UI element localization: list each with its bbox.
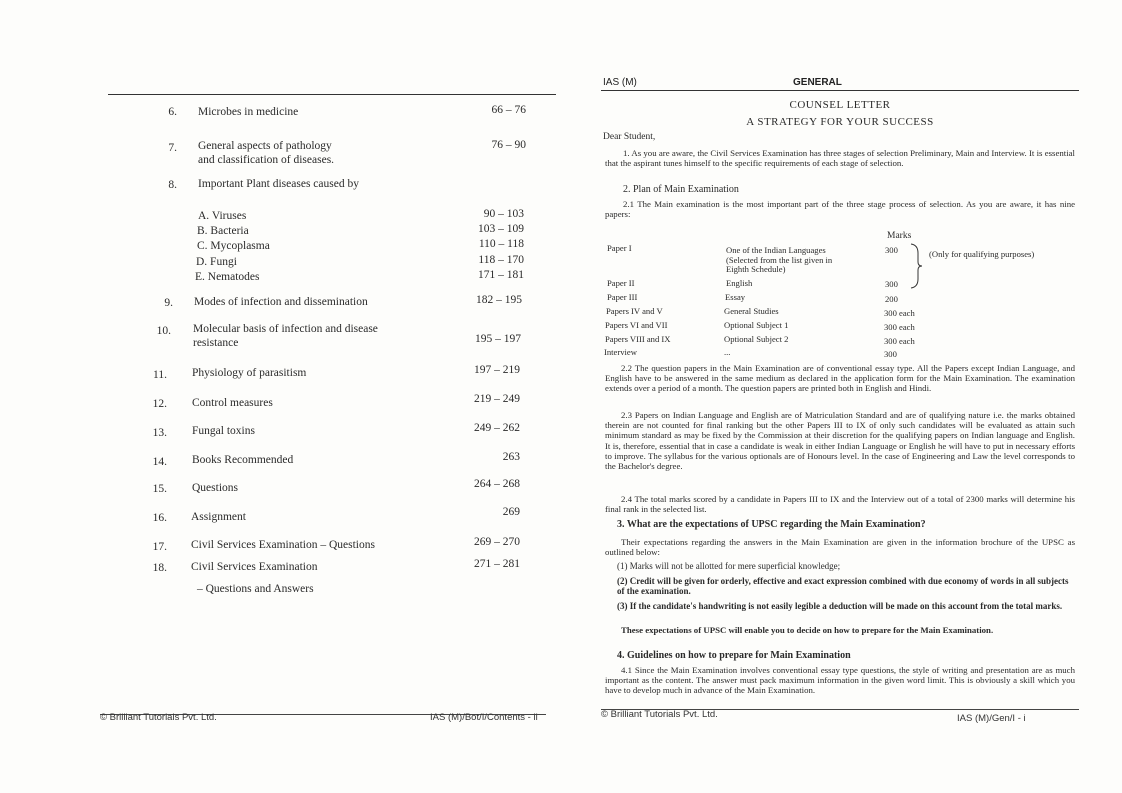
paper-marks: 300 <box>884 349 897 359</box>
toc-number: 18. <box>152 562 167 574</box>
toc-title: Physiology of parasitism <box>192 367 307 379</box>
paper-name: Papers IV and V <box>606 306 663 316</box>
letter-title: COUNSEL LETTER <box>789 99 891 111</box>
right-page <box>561 0 1122 793</box>
paper-subject: Essay <box>725 292 746 302</box>
paper-name: Papers VI and VII <box>605 320 668 330</box>
section-4-heading: 4. Guidelines on how to prepare for Main Examination <box>617 650 851 661</box>
toc-number: 6. <box>168 106 177 118</box>
toc-title: Civil Services Examination – Questions <box>191 539 375 551</box>
header-rule <box>601 90 1079 91</box>
paper-name: Paper III <box>607 292 638 302</box>
toc-number: 10. <box>156 325 171 337</box>
toc-title: Control measures <box>192 397 273 409</box>
toc-title: Modes of infection and dissemination <box>194 296 368 308</box>
paragraph-1: 1. As you are aware, the Civil Services Examination has three stages of selection Preliminary, Main and Interview. It is essential that the aspirant tunes himself to the specific requirements of each stage of selection. <box>605 148 1075 169</box>
toc-number: 16. <box>152 512 167 524</box>
toc-number: 7. <box>168 142 177 154</box>
toc-pages: 269 – 270 <box>474 536 520 548</box>
toc-pages: 263 <box>502 451 520 463</box>
toc-number: 13. <box>152 427 167 439</box>
paragraph-4-1: 4.1 Since the Main Examination involves conventional essay type questions, the style of writing and presentation are as much important as the content. The answer must pack maximum information in the given word limit. This is obviously a skill which you have to develop much in advance of the Main Examination. <box>605 665 1075 696</box>
toc-number: 17. <box>152 541 167 553</box>
paper-subject-cont: (Selected from the list given in <box>726 255 833 265</box>
toc-subitem: D. Fungi <box>196 256 237 268</box>
paper-subject: Optional Subject 2 <box>724 334 789 344</box>
toc-subitem-pages: 110 – 118 <box>478 238 524 250</box>
toc-title: Civil Services Examination <box>191 561 318 573</box>
letter-subtitle: A STRATEGY FOR YOUR SUCCESS <box>746 116 934 128</box>
toc-number: 11. <box>153 369 167 381</box>
toc-pages: 66 – 76 <box>491 104 526 116</box>
toc-number: 14. <box>152 456 167 468</box>
toc-subitem-pages: 103 – 109 <box>478 223 524 235</box>
paper-subject: Optional Subject 1 <box>724 320 789 330</box>
paragraph-3-closing: These expectations of UPSC will enable you to decide on how to prepare for the Main Examination. <box>621 625 994 635</box>
section-3-heading: 3. What are the expectations of UPSC regarding the Main Examination? <box>617 519 926 530</box>
toc-title: Important Plant diseases caused by <box>198 178 359 190</box>
paper-marks: 200 <box>885 294 898 304</box>
toc-title-cont: – Questions and Answers <box>197 583 314 595</box>
toc-title: Assignment <box>191 511 246 523</box>
toc-number: 9. <box>164 297 173 309</box>
footer-copyright: © Brilliant Tutorials Pvt. Ltd. <box>100 712 217 723</box>
paragraph-2-3: 2.3 Papers on Indian Language and English are of Matriculation Standard and are of qualifying nature i.e. the marks obtained therein are not counted for final ranking but the other Papers III to IX of only such candidates will be evaluated as attain such minimum standard as may be fixed by the Commission at their discretion for the qualifying papers on Indian language and English. It is, therefore, essential that in case a candidate is weak in either Indian Language or English he will have to put in necessary efforts to improve. The syllabus for the various optionals are of Honours level. In the case of Engineering and Law the level corresponds to the Bachelor's degree. <box>605 410 1075 472</box>
toc-pages: 219 – 249 <box>474 393 520 405</box>
toc-subitem: B. Bacteria <box>197 225 249 237</box>
expectations-item: (2) Credit will be given for orderly, effective and exact expression combined with due economy of words in all subjects of the examination. <box>617 576 1069 597</box>
footer-page-code: IAS (M)/Bot/I/Contents - ii <box>430 712 538 723</box>
toc-number: 8. <box>168 179 177 191</box>
toc-title: Microbes in medicine <box>198 106 299 118</box>
toc-number: 15. <box>152 483 167 495</box>
toc-subitem-pages: 171 – 181 <box>478 269 524 281</box>
expectations-item: (3) If the candidate's handwriting is not easily legible a deduction will be made on this account from the total marks. <box>617 601 1063 611</box>
toc-subitem-pages: 118 – 170 <box>478 254 524 266</box>
paper-marks: 300 <box>885 279 898 289</box>
toc-subitem: A. Viruses <box>198 210 247 222</box>
toc-pages: 269 <box>502 506 520 518</box>
toc-title: Books Recommended <box>192 454 294 466</box>
paper-marks: 300 each <box>884 322 915 332</box>
toc-title-cont: and classification of diseases. <box>198 154 335 166</box>
toc-subitem: C. Mycoplasma <box>197 240 270 252</box>
paper-subject-cont: Eighth Schedule) <box>726 264 786 274</box>
qualifying-note: (Only for qualifying purposes) <box>929 249 1035 259</box>
toc-number: 12. <box>152 398 167 410</box>
paper-marks: 300 each <box>884 308 915 318</box>
toc-subitem: E. Nematodes <box>195 271 260 283</box>
salutation: Dear Student, <box>603 132 656 142</box>
footer-copyright: © Brilliant Tutorials Pvt. Ltd. <box>601 709 718 720</box>
paragraph-2-4: 2.4 The total marks scored by a candidate in Papers III to IX and the Interview out of a total of 2300 marks will determine his final rank in the selected list. <box>605 494 1075 515</box>
paragraph-3: Their expectations regarding the answers in the Main Examination are given in the information brochure of the UPSC as outlined below: <box>605 537 1075 558</box>
toc-pages: 249 – 262 <box>474 422 520 434</box>
toc-pages: 271 – 281 <box>474 558 520 570</box>
toc-pages: 195 – 197 <box>475 333 521 345</box>
header-center: GENERAL <box>793 77 842 88</box>
toc-pages: 76 – 90 <box>491 139 526 151</box>
paper-subject: English <box>726 278 753 288</box>
header-left: IAS (M) <box>603 77 637 88</box>
toc-top-rule <box>108 94 556 95</box>
toc-subitem-pages: 90 – 103 <box>483 208 524 220</box>
toc-title-cont: resistance <box>193 337 239 349</box>
toc-title: Molecular basis of infection and disease <box>193 323 378 335</box>
marks-column-label: Marks <box>887 231 912 241</box>
paper-name: Paper II <box>607 278 635 288</box>
paper-subject: General Studies <box>724 306 779 316</box>
paper-name: Paper I <box>607 243 632 253</box>
toc-pages: 182 – 195 <box>476 294 522 306</box>
toc-title: Fungal toxins <box>192 425 255 437</box>
paper-name: Interview <box>604 347 637 357</box>
footer-page-code: IAS (M)/Gen/I - i <box>957 713 1026 724</box>
paragraph-2-2: 2.2 The question papers in the Main Examination are of conventional essay type. All the Papers except Indian Language, and English have to be answered in the same medium as declared in the application form for the Main Examination. The examination extends over a period of a month. The question papers are printed both in English and Hindi. <box>605 363 1075 394</box>
paper-subject: One of the Indian Languages <box>726 245 826 255</box>
expectations-item: (1) Marks will not be allotted for mere superficial knowledge; <box>617 561 841 571</box>
paper-marks: 300 each <box>884 336 915 346</box>
paper-subject: ... <box>724 347 731 357</box>
toc-pages: 197 – 219 <box>474 364 520 376</box>
curly-brace-icon <box>909 243 923 289</box>
toc-title: Questions <box>192 482 238 494</box>
toc-pages: 264 – 268 <box>474 478 520 490</box>
paper-marks: 300 <box>885 245 898 255</box>
paper-name: Papers VIII and IX <box>605 334 671 344</box>
toc-title: General aspects of pathology <box>198 140 332 152</box>
paragraph-2-1: 2.1 The Main examination is the most important part of the three stage process of selection. As you are aware, it has nine papers: <box>605 199 1075 220</box>
section-2-heading: 2. Plan of Main Examination <box>623 184 739 195</box>
